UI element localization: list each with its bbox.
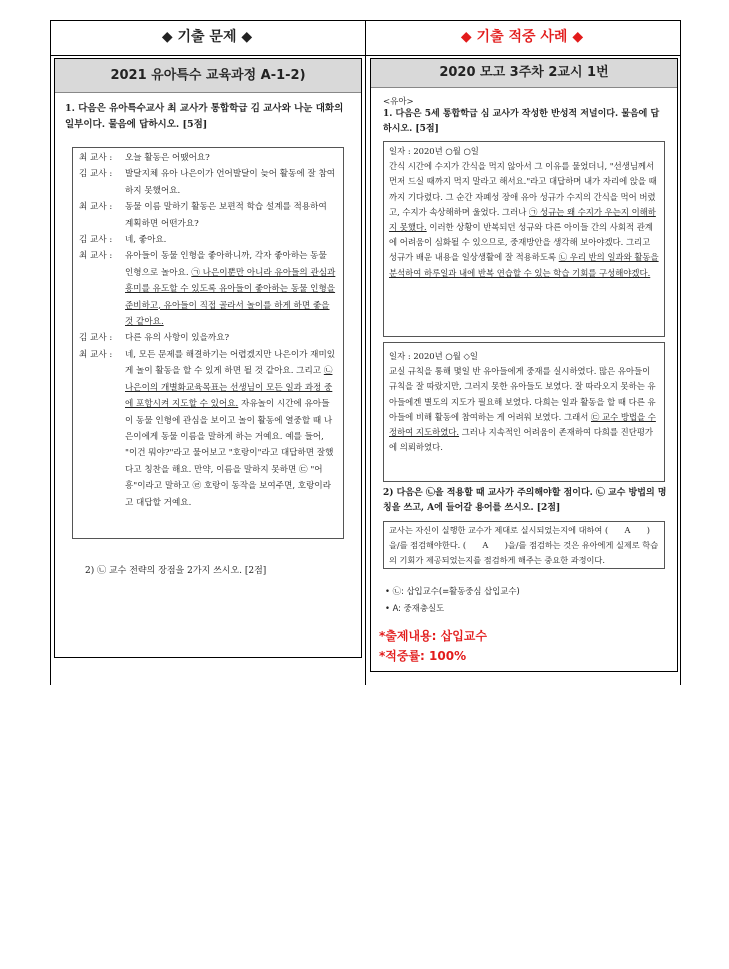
dialogue-line: 최 교사 : 오늘 활동은 어땠어요?: [79, 153, 210, 163]
left-title: 2021 유아특수 교육과정 A-1-2): [55, 59, 361, 93]
result-rate: *적중률: 100%: [379, 649, 467, 663]
journal-box-1: [383, 141, 665, 337]
answer-list: [385, 583, 520, 617]
underlined-passage-b: ㉡ 나은이의 개별화교육목표는 선생님이 모든 일과 과정 중에 포함시켜 지도할 수 있어요.: [125, 366, 333, 410]
dialogue-line: 김 교사 : 다른 유의 사항이 있을까요?: [79, 333, 230, 344]
right-question: 1. 다음은 5세 통합학급 심 교사가 작성한 반성적 저널이다. 물음에 답하시오. [5점]: [383, 109, 660, 134]
left-header: ◆ 기출 문제 ◆: [161, 29, 253, 45]
journal-date: 일자 : 2020년 ○월 ◇일: [389, 351, 478, 361]
right-panel: [370, 58, 678, 672]
dialogue-box: [72, 147, 344, 539]
journal-text: 교실 규칙을 통해 몇일 반 유아들에게 중재를 실시하였다. 많은 유아들이 규칙을 잘 따랐지만, 그러지 못한 유아들도 보였다. 잘 따라오지 못하는 유아들에겐 별도의 지도가 필요해 보였다. 다희는 일과 활동을 할 때 다른 유아들에 비해 활동에 참여하는 게 어려워 보였다. 그래서 ㉢ 교수 방법을 수정하여 지도하였다. 그러나 지속적인 어려움이 존재하여 다희를 진단평가에 의뢰하였다.: [389, 366, 656, 453]
dialogue-line: 최 교사 : 동물 이름 말하기 활동은 보편적 학습 설계를 적용하여 계획하면 어떤가요?: [79, 202, 327, 229]
header-rule: [50, 55, 680, 56]
journal-date: 일자 : 2020년 ○월 ○일: [389, 146, 479, 156]
right-title: 2020 모고 3주차 2교시 1번: [371, 59, 677, 88]
left-question: 1. 다음은 유아특수교사 최 교사가 통합학급 김 교사와 나눈 대화의 일부이다. 물음에 답하시오. [5점]: [65, 103, 344, 130]
journal-text: 간식 시간에 수지가 간식을 먹지 않아서 그 이유를 물었더니, "선생님께서 먼저 드실 때까지 먹지 말라고 해서요."라고 대답하며 내가 자리에 앉을 때까지 기다렸다. 그 순간 자폐성 장애 유아 성규가 수지의 간식을 먹어 버렸고, 수지가 속상해하며 울었다. 그러나 ㉠ 성규는 왜 수지가 우는지 이해하지 못했다. 이러한 상황이 반복되던 성규와 다른 아이들 간의 사회적 관계에 어려움이 심화될 수 있으므로, 중재방안을 생각해 보아야겠다. 그리고 성규가 배운 내용을 일상생활에 잘 적용하도록 ㉡ 우리 반의 일과와 활동을 분석하여 하루일과 내에 반복 연습할 수 있는 학습 기회를 구성해야겠다.: [389, 161, 659, 278]
right-header: ◆ 기출 적중 사례 ◆: [460, 29, 584, 45]
underlined-passage-a: ㉠ 나은이뿐만 아니라 유아들의 관심과 흥미를 유도할 수 있도록 유아들이 좋아하는 동물 인형을 준비하고, 유아들이 직접 골라서 놀이를 하게 하면 좋을 것 같아요.: [125, 267, 336, 328]
answer-item: • ㉡: 삽입교수(=활동중심 삽입교수): [385, 586, 520, 596]
left-panel: [54, 58, 362, 658]
journal-box-2: [383, 342, 665, 482]
right-sub-question: 2) 다음은 ㉡을 적용할 때 교사가 주의해야할 점이다. ㉡ 교수 방법의 명칭을 쓰고, A에 들어갈 용어를 쓰시오. [2점]: [383, 488, 667, 513]
dialogue-line: 김 교사 : 발달지체 유아 나은이가 언어발달이 늦어 활동에 잘 참여하지 못했어요.: [79, 169, 336, 196]
dialogue-line: 최 교사 : 유아들이 동물 인형을 좋아하니까, 각자 좋아하는 동물 인형으로 놀아요. ㉠ 나은이뿐만 아니라 유아들의 관심과 흥미를 유도할 수 있도록 유아들이 좋아하는 동물 인형을 준비하고, 유아들이 직접 골라서 놀이를 하게 하면 좋을 것 같아요.: [79, 251, 336, 328]
answer-item: • A: 중재충실도: [385, 603, 445, 613]
section-label: <유아>: [383, 97, 414, 107]
result-content: *출제내용: 삽입교수: [379, 629, 487, 643]
dialogue-line: 최 교사 : 네, 모든 문제를 해결하기는 어렵겠지만 나은이가 재미있게 놀이 활동을 할 수 있게 하면 될 것 같아요. 그리고 ㉡ 나은이의 개별화교육목표는 선생님이 모든 일과 과정 중에 포함시켜 지도할 수 있어요. 자유놀이 시간에 유아들이 동물 인형에 관심을 보이고 놀이 활동에 열중할 때 나은이에게 동물 이름을 말하게 하는 거예요. 예를 들어, "이건 뭐야?"라고 물어보고 "호랑이"라고 대답하면 잘했다고 칭찬을 해요. 만약, 이름을 말하지 못하면 ㉢ "어흥"이라고 말하고 ㉣ 호랑이 동작을 보여주면, 호랑이라고 대답할 거예요.: [79, 349, 336, 508]
note-box: 교사는 자신이 실행한 교수가 제대로 실시되었는지에 대하여 ( A )을/를 점검해야한다. ( A )을/를 점검하는 것은 유아에게 실제로 학습의 기회가 제공되었는지를 점검하게 해주는 중요한 과정이다.: [383, 521, 665, 569]
left-sub-question: 2) ㉡ 교수 전략의 장점을 2가지 쓰시오. [2점]: [85, 566, 267, 576]
dialogue-line: 김 교사 : 네, 좋아요.: [79, 235, 167, 246]
